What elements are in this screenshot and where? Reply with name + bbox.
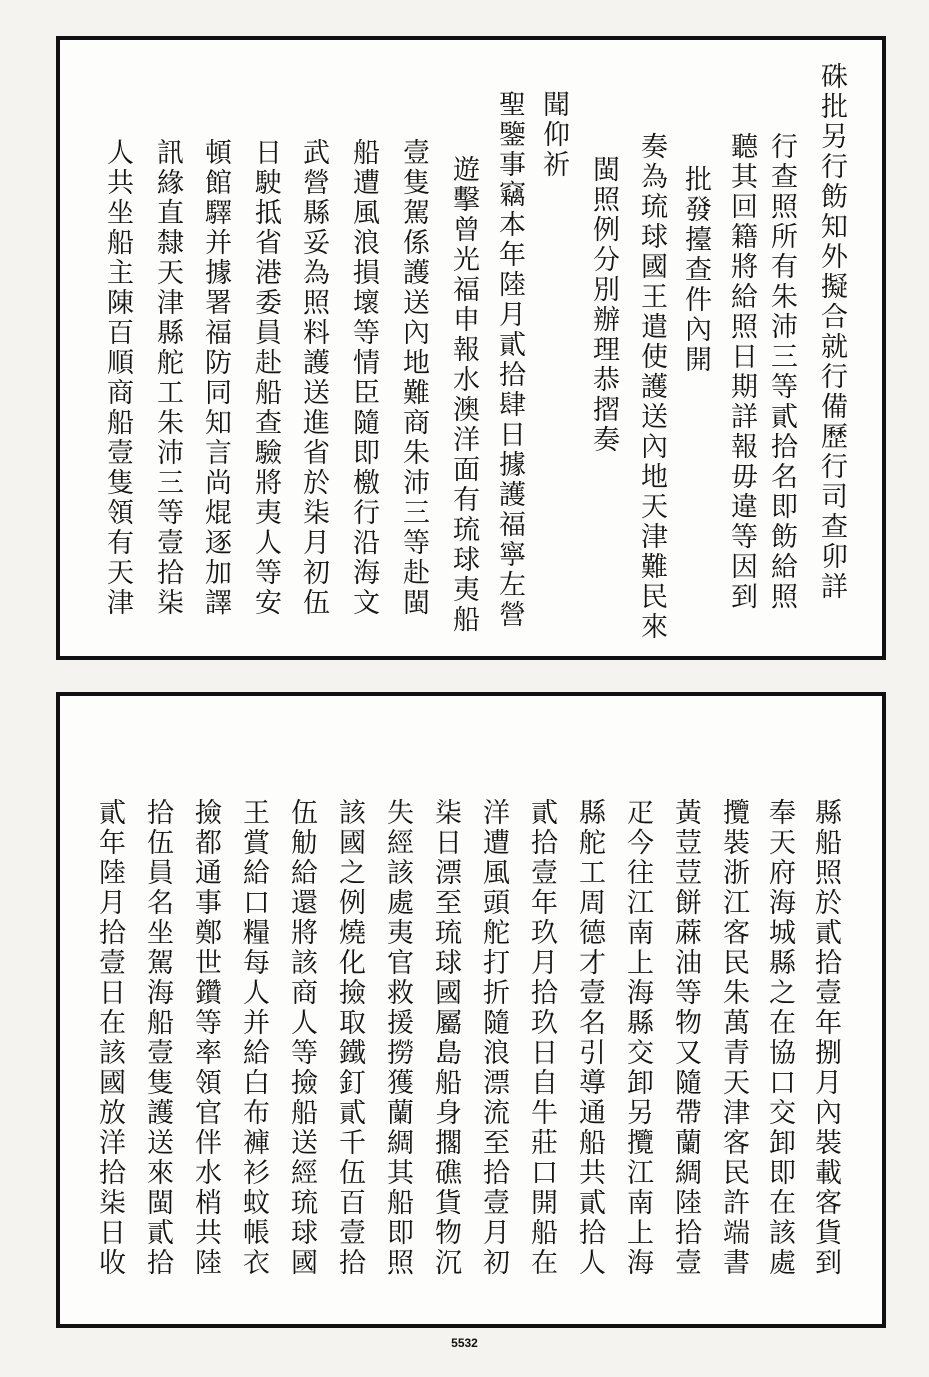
text-column: 撿都通事鄭世鑽等率領官伴水梢共陸	[190, 798, 221, 1278]
text-column: 硃批另行飭知外擬合就行備歷行司查卯詳	[816, 62, 847, 602]
text-column: 批發擡查件內開	[680, 165, 711, 375]
text-column: 伍觔給還將該商人等撿船送經琉球國	[286, 798, 317, 1278]
text-column: 貳拾壹年玖月拾玖日自牛莊口開船在	[526, 798, 557, 1278]
text-column: 該國之例燒化撿取鐵釘貳千伍百壹拾	[334, 798, 365, 1278]
text-column: 船遭風浪損壞等情臣隨即檄行沿海文	[348, 138, 379, 618]
bottom-document-panel	[56, 692, 886, 1328]
text-column: 奉天府海城縣之在協口交卸即在該處	[764, 798, 795, 1278]
page-number: 5532	[451, 1336, 478, 1350]
text-column: 縣船照於貳拾壹年捌月內裝載客貨到	[810, 798, 841, 1278]
text-column: 貳年陸月拾壹日在該國放洋拾柒日收	[94, 798, 125, 1278]
text-column: 拾伍員名坐駕海船壹隻護送來閩貳拾	[142, 798, 173, 1278]
text-column: 攬裝浙江客民朱萬青天津客民許端書	[718, 798, 749, 1278]
text-column: 日駛抵省港委員赴船查驗將夷人等安	[250, 138, 281, 618]
text-column: 壹隻駕係護送內地難商朱沛三等赴閩	[398, 138, 429, 618]
text-column: 縣舵工周德才壹名引導通船共貳拾人	[574, 798, 605, 1278]
text-column: 訊緣直隸天津縣舵工朱沛三等壹拾柒	[152, 138, 183, 618]
text-column: 聖鑒事竊本年陸月貳拾肆日據護福寧左營	[494, 90, 525, 630]
top-document-panel	[56, 36, 886, 660]
text-column: 奏為琉球國王遣使護送內地天津難民來	[636, 132, 667, 642]
text-column: 人共坐船主陳百順商船壹隻領有天津	[102, 138, 133, 618]
text-column: 洋遭風頭舵打折隨浪漂流至拾壹月初	[478, 798, 509, 1278]
text-column: 聽其回籍將給照日期詳報毋違等因到	[726, 132, 757, 612]
text-column: 行查照所有朱沛三等貳拾名即飭給照	[766, 132, 797, 612]
text-column: 武營縣妥為照料護送進省於柒月初伍	[298, 138, 329, 618]
text-column: 聞仰祈	[538, 90, 569, 180]
text-column: 失經該處夷官救援撈獲蘭綢其船即照	[382, 798, 413, 1278]
text-column: 王賞給口糧每人并給白布褲衫蚊帳衣	[238, 798, 269, 1278]
text-column: 遊擊曾光福申報水澳洋面有琉球夷船	[448, 155, 479, 635]
text-column: 黃荳荳餅蔴油等物又隨帶蘭綢陸拾壹	[670, 798, 701, 1278]
text-column: 柒日漂至琉球國屬島船身擱礁貨物沉	[430, 798, 461, 1278]
text-column: 閩照例分別辦理恭摺奏	[588, 155, 619, 455]
text-column: 頓館驛并據署福防同知言尚焜逐加譯	[200, 138, 231, 618]
text-column: 疋今往江南上海縣交卸另攬江南上海	[622, 798, 653, 1278]
